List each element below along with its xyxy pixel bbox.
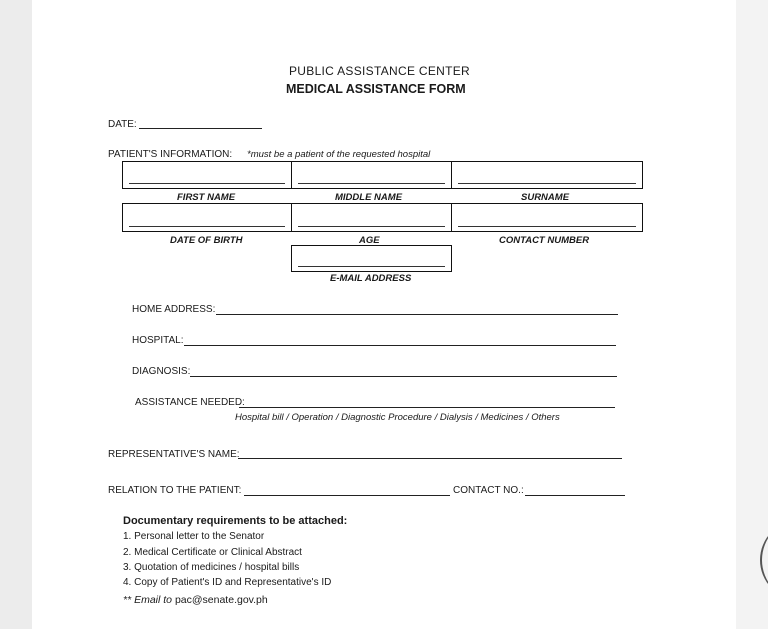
- assistance-options: Hospital bill / Operation / Diagnostic Procedure / Dialysis / Medicines / Others: [235, 412, 560, 423]
- email-field[interactable]: [291, 245, 452, 272]
- assistance-needed-field[interactable]: [239, 407, 615, 408]
- first-name-field[interactable]: [122, 161, 292, 189]
- requirement-item: 4. Copy of Patient's ID and Representative's ID: [123, 577, 332, 588]
- email-caption: E-MAIL ADDRESS: [330, 273, 412, 284]
- home-address-label: HOME ADDRESS:: [132, 304, 216, 315]
- surname-field[interactable]: [451, 161, 643, 189]
- patient-info-label: PATIENT'S INFORMATION:: [108, 149, 233, 160]
- hospital-label: HOSPITAL:: [132, 335, 184, 346]
- email-prefix: ** Email to: [123, 594, 173, 606]
- org-name: PUBLIC ASSISTANCE CENTER: [289, 64, 471, 78]
- age-field[interactable]: [291, 203, 452, 232]
- form-title: MEDICAL ASSISTANCE FORM: [286, 82, 466, 96]
- date-of-birth-field[interactable]: [122, 203, 292, 232]
- requirement-item: 3. Quotation of medicines / hospital bills: [123, 562, 300, 573]
- first-name-caption: FIRST NAME: [177, 192, 236, 203]
- date-field[interactable]: [139, 128, 262, 129]
- date-label: DATE:: [108, 119, 137, 130]
- assistance-needed-label: ASSISTANCE NEEDED:: [135, 397, 245, 408]
- diagnosis-field[interactable]: [190, 376, 617, 377]
- patient-info-note: *must be a patient of the requested hospital: [247, 149, 431, 160]
- surname-caption: SURNAME: [521, 192, 570, 203]
- representative-name-field[interactable]: [238, 458, 622, 459]
- relation-field[interactable]: [244, 495, 450, 496]
- contact-number-field[interactable]: [451, 203, 643, 232]
- contact-number-caption: CONTACT NUMBER: [499, 235, 590, 246]
- middle-name-field[interactable]: [291, 161, 452, 189]
- email-address: pac@senate.gov.ph: [174, 594, 268, 606]
- representative-name-label: REPRESENTATIVE'S NAME:: [108, 449, 240, 460]
- hospital-field[interactable]: [184, 345, 616, 346]
- relation-label: RELATION TO THE PATIENT:: [108, 485, 242, 496]
- middle-name-caption: MIDDLE NAME: [335, 192, 403, 203]
- page-edge: [736, 0, 768, 629]
- age-caption: AGE: [359, 235, 380, 246]
- email-instruction: [123, 594, 268, 606]
- requirement-item: 1. Personal letter to the Senator: [123, 531, 265, 542]
- contact-no-label: CONTACT NO.:: [453, 485, 524, 496]
- home-address-field[interactable]: [216, 314, 618, 315]
- requirements-title: Documentary requirements to be attached:: [123, 515, 348, 527]
- date-of-birth-caption: DATE OF BIRTH: [170, 235, 243, 246]
- contact-no-field[interactable]: [525, 495, 625, 496]
- diagnosis-label: DIAGNOSIS:: [132, 366, 191, 377]
- requirement-item: 2. Medical Certificate or Clinical Abstract: [123, 547, 302, 558]
